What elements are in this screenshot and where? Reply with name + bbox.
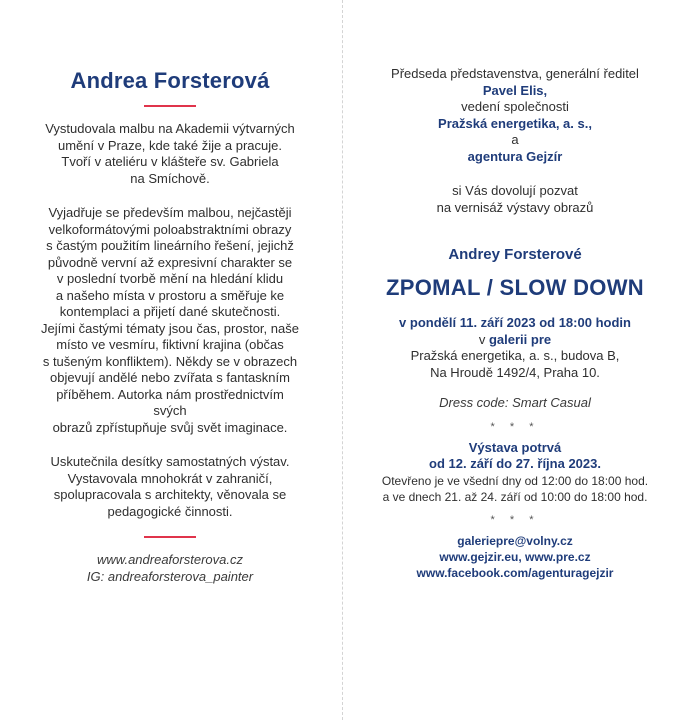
venue-prefix: v xyxy=(478,331,489,347)
bio-line: na Smíchově. xyxy=(130,170,210,186)
bio-paragraph-1 xyxy=(40,121,300,187)
bio-line: v poslední tvorbě mění na hledání klidu xyxy=(56,271,284,286)
bio-line: Vystudovala malbu na Akademii výtvarných xyxy=(45,121,295,136)
dress-code: Dress code: Smart Casual xyxy=(439,395,591,410)
conjunction: a xyxy=(511,132,519,147)
bio-line: a našeho místa v prostoru a směřuje ke xyxy=(55,287,285,303)
artist-genitive: Andrey Forsterové xyxy=(448,246,582,263)
fold-line xyxy=(342,0,343,720)
bio-paragraph-3 xyxy=(40,454,300,520)
bio-line: Uskutečnila desítky samostatných výstav. xyxy=(50,454,290,469)
artist-instagram-handle[interactable]: IG: andreaforsterova_painter xyxy=(86,568,254,584)
host-name: Pavel Elis, xyxy=(482,82,548,98)
address-line-2: Na Hroudě 1492/4, Praha 10. xyxy=(430,364,600,380)
management-line: vedení společnosti xyxy=(461,99,569,114)
bio-line: umění v Praze, kde také žije a pracuje. xyxy=(57,137,282,153)
invite-line-2: na vernisáž výstavy obrazů xyxy=(436,199,594,215)
exhibition-title: ZPOMAL / SLOW DOWN xyxy=(386,275,644,300)
bio-line: příběhem. Autorka nám prostřednictvím svých xyxy=(56,386,284,418)
bio-line: s tušeným konfliktem). Někdy se v obrazech xyxy=(42,353,298,369)
company-name: Pražská energetika, a. s., xyxy=(438,115,592,131)
artist-name-heading: Andrea Forsterová xyxy=(70,68,270,93)
bio-line: Vyjadřuje se především malbou, nejčastěji xyxy=(48,205,292,220)
right-panel xyxy=(360,0,670,581)
opening-hours-2: a ve dnech 21. až 24. září od 10:00 do 18:00 hod. xyxy=(382,489,648,504)
opening-date-time: v pondělí 11. září 2023 od 18:00 hodin xyxy=(399,315,631,330)
email-link[interactable]: galeriepre@volny.cz xyxy=(457,533,573,548)
bio-line: Jejími častými tématy jsou čas, prostor, naše xyxy=(41,320,299,336)
bio-line: velkoformátovými poloabstraktními obrazy xyxy=(48,221,292,237)
websites-links[interactable]: www.gejzir.eu, www.pre.cz xyxy=(439,549,591,564)
bio-line: původně vervní až expresivní charakter se xyxy=(47,254,293,270)
bio-line: objevují andělé nebo zvířata s fantaskním xyxy=(50,370,290,385)
invite-line-1: si Vás dovolují pozvat xyxy=(452,183,578,198)
host-role: Předseda představenstva, generální ředitel xyxy=(391,66,639,81)
duration-title: Výstava potrvá xyxy=(468,439,562,455)
left-panel xyxy=(40,0,300,585)
address-line-1: Pražská energetika, a. s., budova B, xyxy=(410,348,620,363)
opening-hours-1: Otevřeno je ve všední dny od 12:00 do 18:00 hod. xyxy=(381,473,649,488)
facebook-link[interactable]: www.facebook.com/agenturagejzir xyxy=(416,565,614,580)
venue-name: galerii pre xyxy=(488,331,552,347)
artist-website-link[interactable]: www.andreaforsterova.cz xyxy=(97,552,243,567)
bio-line: Vystavovala mnohokrát v zahraničí, xyxy=(67,470,273,486)
agency-name: agentura Gejzír xyxy=(467,148,563,164)
bio-line: spolupracovala s architekty, věnovala se xyxy=(53,487,287,502)
bio-line: pedagogické činnosti. xyxy=(107,503,233,519)
artist-links xyxy=(40,552,300,585)
bio-line: obrazů zpřístupňuje svůj svět imaginace. xyxy=(52,419,288,435)
separator-stars: * * * xyxy=(490,513,540,526)
bio-paragraph-2 xyxy=(40,205,300,436)
venue-line xyxy=(360,332,670,349)
bio-line: Tvoří v ateliéru v klášteře sv. Gabriela xyxy=(61,154,279,169)
bio-line: s častým použitím lineárního řešení, jejichž xyxy=(46,238,294,253)
bio-line: kontemplaci a přijetí dané skutečnosti. xyxy=(59,304,281,319)
bio-line: místo ve vesmíru, fiktivní krajina (občas xyxy=(56,337,284,352)
red-divider xyxy=(144,105,196,107)
separator-stars: * * * xyxy=(490,420,540,433)
red-divider xyxy=(144,536,196,538)
duration-dates: od 12. září do 27. října 2023. xyxy=(429,456,601,471)
